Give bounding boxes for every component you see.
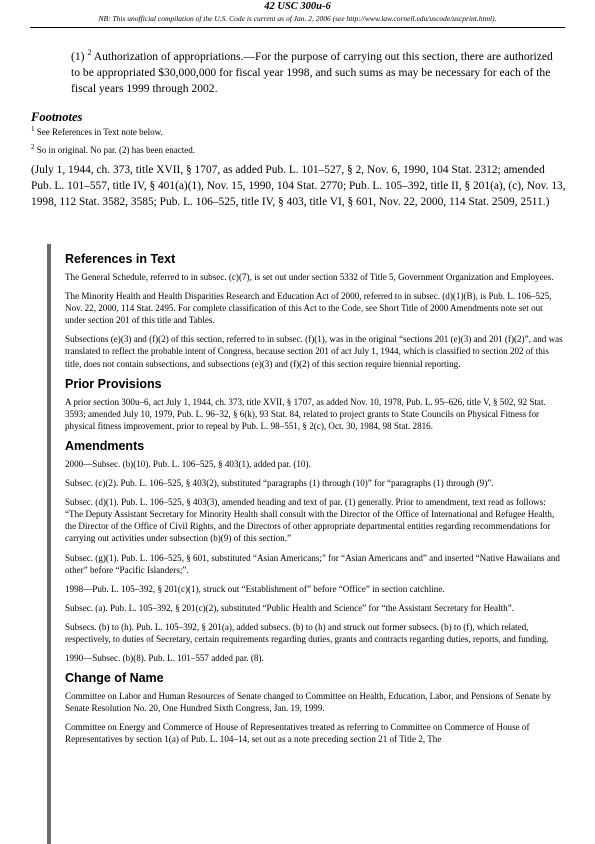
compilation-note: NB: This unofficial compilation of the U.S. Code is current as of Jan. 2, 2006 (see http://www.law.cornell.edu/uscode/uscprint.html). — [98, 14, 497, 23]
header-divider — [30, 27, 565, 28]
note-paragraph: Subsecs. (b) to (h). Pub. L. 105–392, § 201(a), added subsecs. (b) to (h) and struck out former subsecs. (b) to (f), which related, respectively, to duties of Secretary, certain requirements regarding duties, grants and contracts regarding duties, reports, and funding. — [65, 621, 549, 644]
footnote-item — [31, 127, 163, 137]
change-of-name-heading: Change of Name — [65, 671, 164, 686]
note-paragraph: Subsec. (c)(2). Pub. L. 106–525, § 403(2), substituted “paragraphs (1) through (10)” for “paragraphs (1) through (9)”. — [65, 478, 494, 489]
footnotes-heading: Footnotes — [31, 110, 83, 124]
footnote-ref: 2 — [87, 48, 92, 58]
footnote-text: See References in Text note below. — [36, 127, 163, 137]
note-paragraph: Committee on Labor and Human Resources of Senate changed to Committee on Health, Education, Labor, and Pensions of Senate by Senate Resolution No. 20, One Hundred Sixth Congress, Jan. 19, 1999. — [65, 691, 552, 714]
note-paragraph: Subsections (e)(3) and (f)(2) of this section, referred to in subsec. (f)(1), was in the original “sections 201 (e)(3) and 201 (f)(2)”, and was translated to reflect the probable intent of Congress, because section 201 of act July 1, 1944, which is classified to section 202 of this title, does not contain subsections, and subsections (e)(3) and (f)(2) of this section require biennial reporting. — [65, 334, 563, 369]
amendments-heading: Amendments — [65, 438, 145, 453]
note-paragraph: 1998—Pub. L. 105–392, § 201(c)(1), struck out “Establishment of” before “Office” in section catchline. — [65, 583, 445, 594]
authorization-paragraph — [71, 49, 563, 97]
note-paragraph: Subsec. (d)(1). Pub. L. 106–525, § 403(3), amended heading and text of par. (1) generally. Prior to amendment, text read as follows: “The Deputy Assistant Secretary for Minority Health shall consult with the Director of the Office of International and Refugee Health, the Director of the Office of Civil Rights, and the Directors of other appropriate departmental entities regarding recommendations for carrying out activities under subsection (b)(9) of this section.” — [65, 497, 555, 544]
page-header-title: 42 USC 300u-6 — [264, 1, 331, 12]
note-paragraph: 1990—Subsec. (b)(8). Pub. L. 101–557 added par. (8). — [65, 653, 264, 664]
note-paragraph: Subsec. (a). Pub. L. 105–392, § 201(c)(2), substituted “Public Health and Science” for “the Assistant Secretary for Health”. — [65, 602, 515, 613]
references-heading: References in Text — [65, 252, 176, 266]
notes-content — [65, 252, 565, 753]
source-credits: (July 1, 1944, ch. 373, title XVII, § 1707, as added Pub. L. 101–527, § 2, Nov. 6, 1990, 104 Stat. 2312; amended Pub. L. 101–557, title IV, § 401(a)(1), Nov. 15, 1990, 104 Stat. 2770; Pub. L. 105–392, title II, § 201(a), (c), Nov. 13, 1998, 112 Stat. 3582, 3585; Pub. L. 106–525, title IV, § 403, title VI, § 601, Nov. 22, 2000, 114 Stat. 2509, 2511.) — [31, 164, 566, 208]
paragraph-number: (1) — [71, 50, 85, 63]
note-paragraph: Committee on Energy and Commerce of House of Representatives treated as referring to Committee on Commerce of House of Representatives by section 1(a) of Pub. L. 104–14, set out as a note preceding section 21 of Title 2, The — [65, 722, 530, 745]
note-paragraph: 2000—Subsec. (b)(10). Pub. L. 106–525, § 403(1), added par. (10). — [65, 458, 311, 469]
footnote-item — [31, 145, 195, 155]
footnote-number: 1 — [31, 125, 35, 133]
footnote-number: 2 — [31, 143, 35, 151]
references-section — [65, 252, 565, 370]
prior-provisions-section — [65, 377, 565, 432]
footnote-text: So in original. No par. (2) has been enacted. — [36, 145, 195, 155]
change-of-name-section — [65, 671, 565, 745]
notes-section — [47, 244, 586, 844]
note-paragraph: A prior section 300u–6, act July 1, 1944, ch. 373, title XVII, § 1707, as added Nov. 10, 1978, Pub. L. 95–626, title V, § 502, 92 Stat. 3593; amended July 10, 1979, Pub. L. 96–32, § 6(k), 93 Stat. 84, related to project grants to State Councils on Physical Fitness for physical fitness improvement, prior to repeal by Pub. L. 98–551, § 2(c), Oct. 30, 1984, 98 Stat. 2816. — [65, 396, 546, 431]
note-paragraph: Subsec. (g)(1). Pub. L. 106–525, § 601, substituted “Asian Americans;” for “Asian Americans and” and inserted “Native Hawaiians and other” before “Pacific Islanders;”. — [65, 552, 560, 575]
note-paragraph: The General Schedule, referred to in subsec. (c)(7), is set out under section 5332 of Title 5, Government Organization and Employees. — [65, 272, 554, 282]
prior-provisions-heading: Prior Provisions — [65, 376, 162, 391]
note-paragraph: The Minority Health and Health Disparities Research and Education Act of 2000, referred to in subsec. (d)(1)(B), is Pub. L. 106–525, Nov. 22, 2000, 114 Stat. 2495. For complete classification of this Act to the Code, see Short Title of 2000 Amendments note set out under section 201 of this title and Tables. — [65, 291, 552, 326]
amendments-section — [65, 439, 565, 664]
paragraph-text: Authorization of appropriations.—For the purpose of carrying out this section, there are authorized to be appropriated $30,000,000 for fiscal year 1998, and such sums as may be necessary for each of the fiscal years 1999 through 2002. — [71, 50, 553, 95]
